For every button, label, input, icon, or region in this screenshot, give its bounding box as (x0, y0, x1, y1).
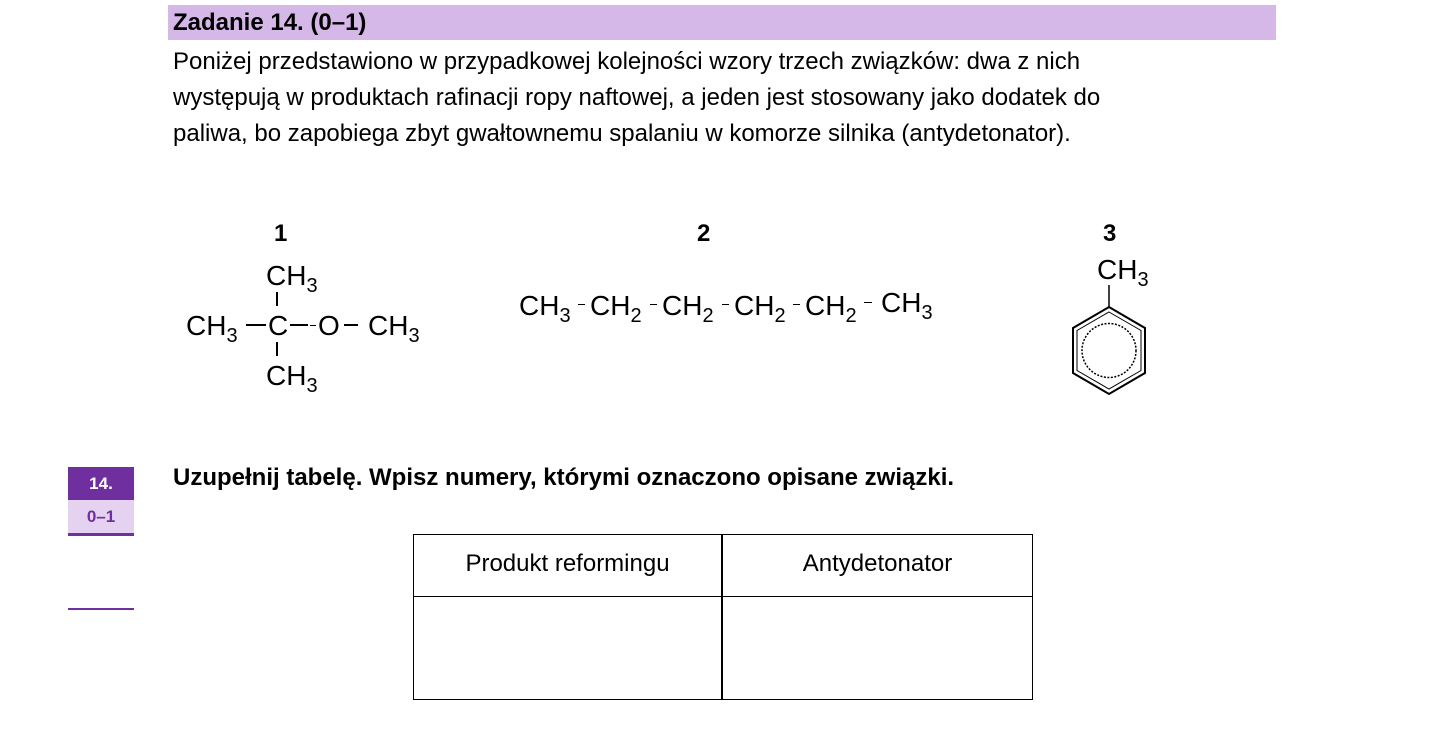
chain-unit: $CH_2$ (805, 290, 857, 327)
compound-3-number: 3 (1103, 220, 1117, 247)
task-title-bar (168, 5, 1276, 40)
chain-unit: $CH_2$ (590, 290, 642, 327)
compound-1-bottom-methyl: $CH_3$ (266, 360, 318, 397)
chain-unit: $CH_3$ (881, 287, 933, 324)
answer-cell-antiknock[interactable] (722, 596, 1033, 700)
instruction-text: Uzupełnij tabelę. Wpisz numery, którymi oznaczono opisane związki. (173, 464, 955, 491)
compound-1-number: 1 (274, 220, 288, 247)
compound-1-right-methyl: $CH_3$ (368, 310, 420, 347)
bond-line (864, 302, 872, 303)
intro-line: występują w produktach rafinacji ropy naftowej, a jeden jest stosowany jako dodatek do (173, 84, 1101, 111)
bond-line (246, 324, 266, 326)
bond-line (578, 304, 585, 305)
compound-1-oxygen: O (318, 310, 340, 341)
task-points-badge: 0–1 (68, 500, 134, 536)
bond-line (276, 292, 278, 306)
task-title: Zadanie 14. (0–1) (173, 9, 367, 36)
score-entry-line (68, 608, 134, 610)
intro-line: paliwa, bo zapobiega zbyt gwałtownemu spalaniu w komorze silnika (antydetonator). (173, 120, 1071, 147)
benzene-ring-icon (1066, 285, 1152, 397)
compound-2-number: 2 (697, 220, 711, 247)
bond-line (344, 324, 358, 326)
compound-3-methyl: $CH_3$ (1097, 254, 1149, 291)
intro-line: Poniżej przedstawiono w przypadkowej kolejności wzory trzech związków: dwa z nich (173, 48, 1081, 75)
chain-unit: $CH_3$ (519, 290, 571, 327)
table-header-antiknock: Antydetonator (722, 534, 1033, 597)
answer-cell-reforming[interactable] (413, 596, 722, 700)
chain-unit: $CH_2$ (662, 290, 714, 327)
bond-line (290, 324, 308, 326)
bond-line (650, 304, 657, 305)
bond-line (722, 304, 729, 305)
table-header-reforming: Produkt reformingu (413, 534, 722, 597)
task-intro (173, 44, 1263, 152)
bond-line (276, 342, 278, 356)
compound-1-central-carbon: C (268, 310, 289, 341)
compound-1-top-methyl: $CH_3$ (266, 260, 318, 297)
bond-line (793, 304, 800, 305)
chain-unit: $CH_2$ (734, 290, 786, 327)
task-number-badge: 14. (68, 467, 134, 500)
compound-1-left-methyl: $CH_3$ (186, 310, 238, 347)
bond-line (310, 325, 316, 326)
